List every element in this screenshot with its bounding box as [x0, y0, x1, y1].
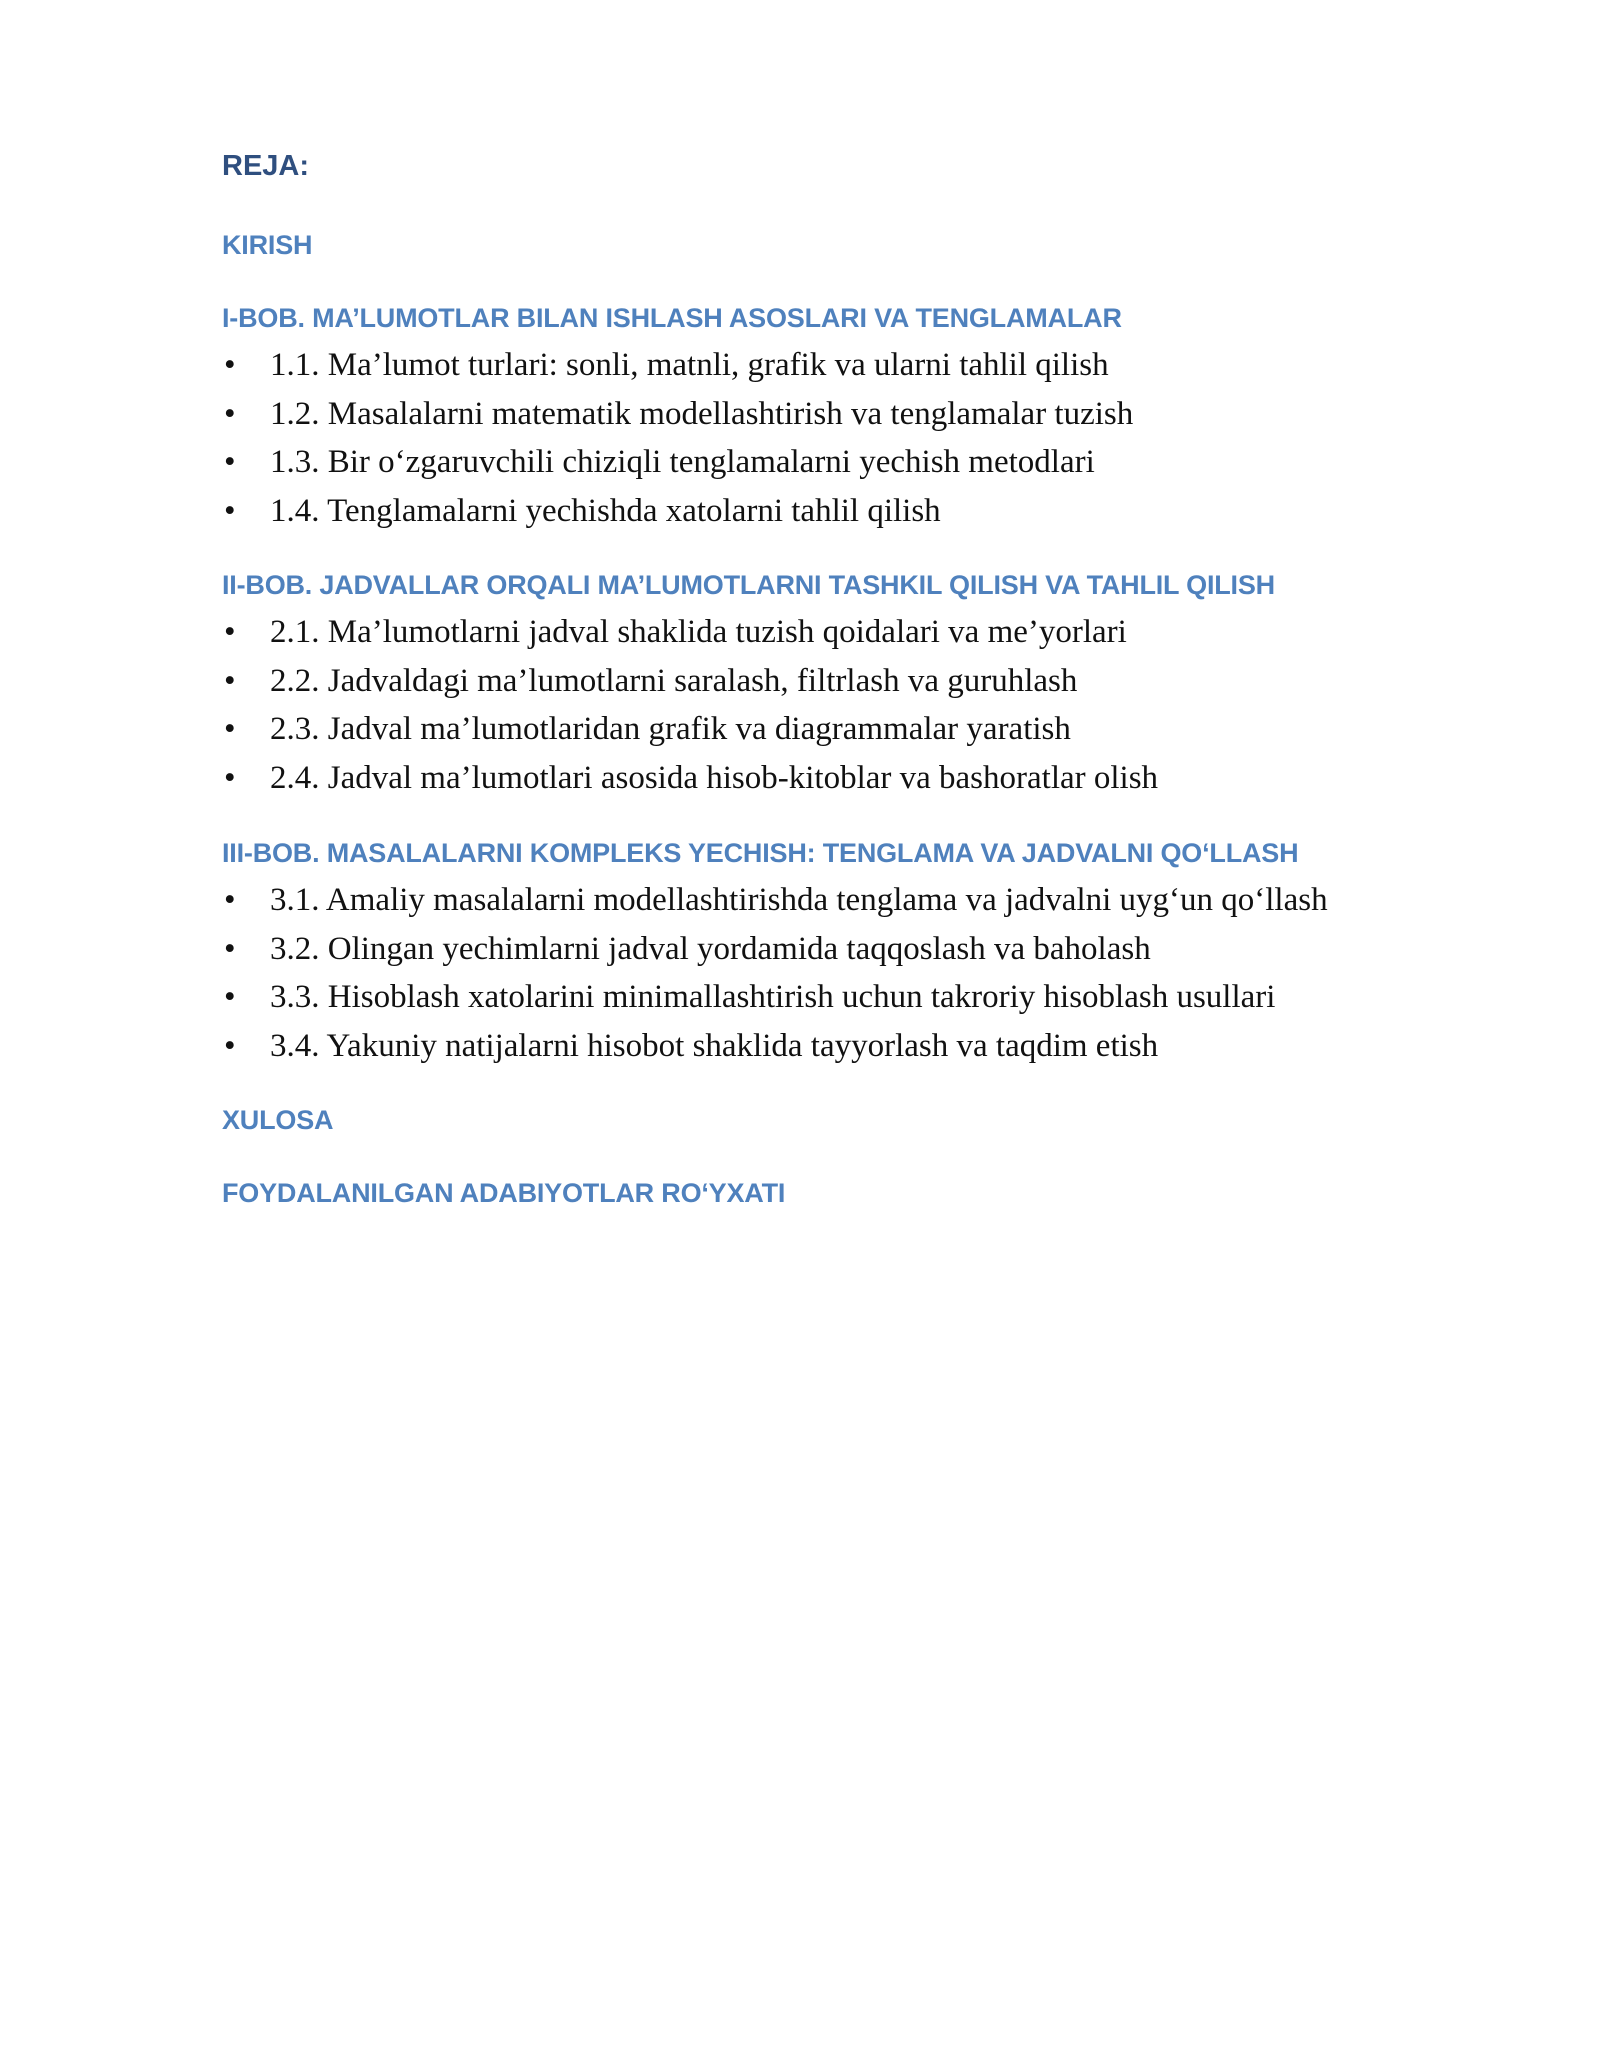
bullet-icon: •	[224, 614, 236, 650]
list-item-text: 2.4. Jadval ma’lumotlari asosida hisob-kitoblar va bashoratlar olish	[270, 759, 1159, 796]
bullet-icon: •	[224, 492, 236, 529]
bullet-icon: •	[224, 395, 236, 432]
conclusion-heading: XULOSA	[222, 1105, 334, 1135]
chapter-3-heading: III-BOB. MASALALARNI KOMPLEKS YECHISH: TENGLAMA VA JADVALNI QO‘LLASH	[222, 838, 1299, 868]
list-item-text: 2.1. Ma’lumotlarni jadval shaklida tuzish qoidalari va me’yorlari	[270, 614, 1127, 650]
bullet-icon: •	[224, 444, 236, 480]
bullet-icon: •	[224, 1027, 236, 1064]
list-item-text: 1.4. Tenglamalarni yechishda xatolarni tahlil qilish	[270, 492, 941, 529]
bullet-icon: •	[224, 979, 236, 1015]
list-item-text: 1.3. Bir o‘zgaruvchili chiziqli tenglamalarni yechish metodlari	[270, 444, 1095, 480]
bullet-icon: •	[224, 882, 236, 918]
bullet-icon: •	[224, 711, 236, 747]
list-item-text: 3.1. Amaliy masalalarni modellashtirishda tenglama va jadvalni uyg‘un qo‘llash	[270, 882, 1328, 918]
intro-heading: KIRISH	[222, 230, 313, 260]
list-item-text: 3.4. Yakuniy natijalarni hisobot shaklida tayyorlash va taqdim etish	[270, 1027, 1159, 1064]
chapter-2-heading: II-BOB. JADVALLAR ORQALI MA’LUMOTLARNI TASHKIL QILISH VA TAHLIL QILISH	[222, 570, 1275, 600]
list-item-text: 1.2. Masalalarni matematik modellashtirish va tenglamalar tuzish	[270, 395, 1134, 432]
list-item-text: 2.3. Jadval ma’lumotlaridan grafik va diagrammalar yaratish	[270, 711, 1071, 747]
plan-title: REJA:	[222, 150, 310, 182]
bullet-icon: •	[224, 662, 236, 699]
list-item-text: 3.3. Hisoblash xatolarini minimallashtirish uchun takroriy hisoblash usullari	[270, 979, 1276, 1015]
list-item-text: 1.1. Ma’lumot turlari: sonli, matnli, grafik va ularni tahlil qilish	[270, 347, 1109, 383]
bullet-icon: •	[224, 930, 236, 967]
list-item-text: 3.2. Olingan yechimlarni jadval yordamida taqqoslash va baholash	[270, 930, 1151, 967]
list-item-text: 2.2. Jadvaldagi ma’lumotlarni saralash, filtrlash va guruhlash	[270, 662, 1078, 699]
bullet-icon: •	[224, 759, 236, 796]
references-heading: FOYDALANILGAN ADABIYOTLAR RO‘YXATI	[222, 1178, 786, 1208]
bullet-icon: •	[224, 347, 236, 383]
chapter-1-heading: I-BOB. MA’LUMOTLAR BILAN ISHLASH ASOSLARI VA TENGLAMALAR	[222, 303, 1122, 333]
